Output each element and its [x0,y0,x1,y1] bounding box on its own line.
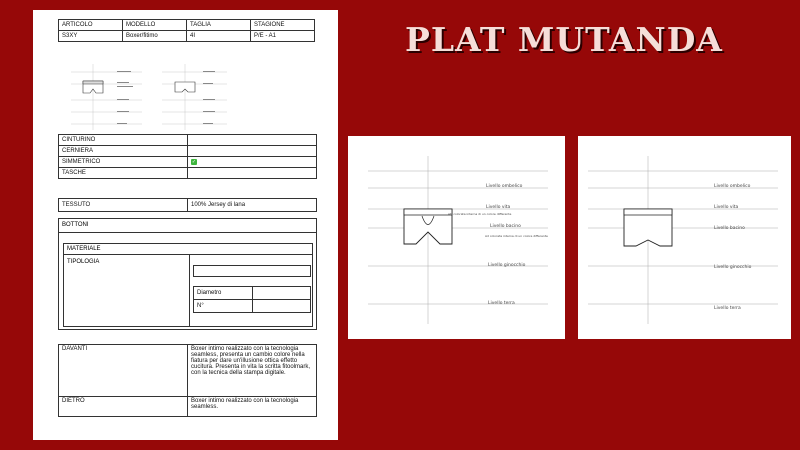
header-col-taglia: TAGLIA [187,20,251,31]
spec-value [188,135,317,146]
header-col-modello: MODELLO [123,20,187,31]
spec-label: SIMMETRICO [59,157,188,168]
construction-spec-table [58,134,317,179]
spec-label: TASCHE [59,168,188,179]
description-table [58,344,317,417]
header-col-articolo: ARTICOLO [59,20,123,31]
buttons-detail-box [63,243,313,327]
type-label: TIPOLOGIA [67,259,100,265]
spec-value [188,168,317,179]
spec-value [188,157,317,168]
desc-text-back: Boxer intimo realizzato con la tecnologia seamless. [188,397,317,417]
front-sketch-panel [348,136,565,339]
fabric-table [58,198,317,212]
fabric-label: TESSUTO [59,199,188,212]
header-val-modello: Boxer/fitimo [123,31,187,42]
type-value-field [193,265,311,277]
page-title: PLAT MUTANDA [405,20,723,59]
sketch-thumbnails [67,62,227,132]
button-size-table [193,286,311,313]
front-label-bacino: Livello bacino [490,224,521,229]
front-label-cavallo: Ad colorata interna di un colore differente [485,234,548,238]
checkmark-icon: ✓ [191,159,197,165]
header-val-stagione: P/E - A1 [251,31,315,42]
back-label-ombelico: Livello ombelico [714,184,751,189]
front-label-terra: Livello terra [488,301,515,306]
back-label-bacino: Livello bacino [714,226,745,231]
diameter-label: Diametro [194,287,253,300]
back-sketch-panel [578,136,791,339]
header-col-stagione: STAGIONE [251,20,315,31]
spec-sheet [33,10,338,440]
header-val-taglia: 4I [187,31,251,42]
back-sketch [578,136,791,339]
back-label-terra: Livello terra [714,306,741,311]
header-val-articolo: S3XY [59,31,123,42]
front-label-colore: AD colorata interna di un colore differente [448,212,512,216]
buttons-section [58,218,317,330]
fabric-value: 100% Jersey di lana [188,199,317,212]
desc-label-back: DIETRO [59,397,188,417]
back-label-ginocchio: Livello ginocchio [714,265,752,270]
spec-label: CERNIERA [59,146,188,157]
count-value [253,300,311,313]
divider [189,255,190,326]
diameter-value [253,287,311,300]
front-label-vita: Livello vita [486,205,511,210]
spec-label: CINTURINO [59,135,188,146]
back-label-vita: Livello vita [714,205,739,210]
buttons-title: BOTTONI [59,219,316,233]
front-label-ginocchio: Livello ginocchio [488,263,526,268]
front-label-ombelico: Livello ombelico [486,184,523,189]
spec-value [188,146,317,157]
article-header-table [58,19,315,42]
desc-text-front: Boxer intimo realizzato con la tecnologia seamless, presenta un cambio colore nella fiatura per dare un'illusione ottica effetto cucitura. Presenta in vita la scritta fitoolmark, con la tecnica della stampa digitale. [188,345,317,397]
desc-label-front: DAVANTI [59,345,188,397]
count-label: N° [194,300,253,313]
material-label: MATERIALE [64,244,312,255]
